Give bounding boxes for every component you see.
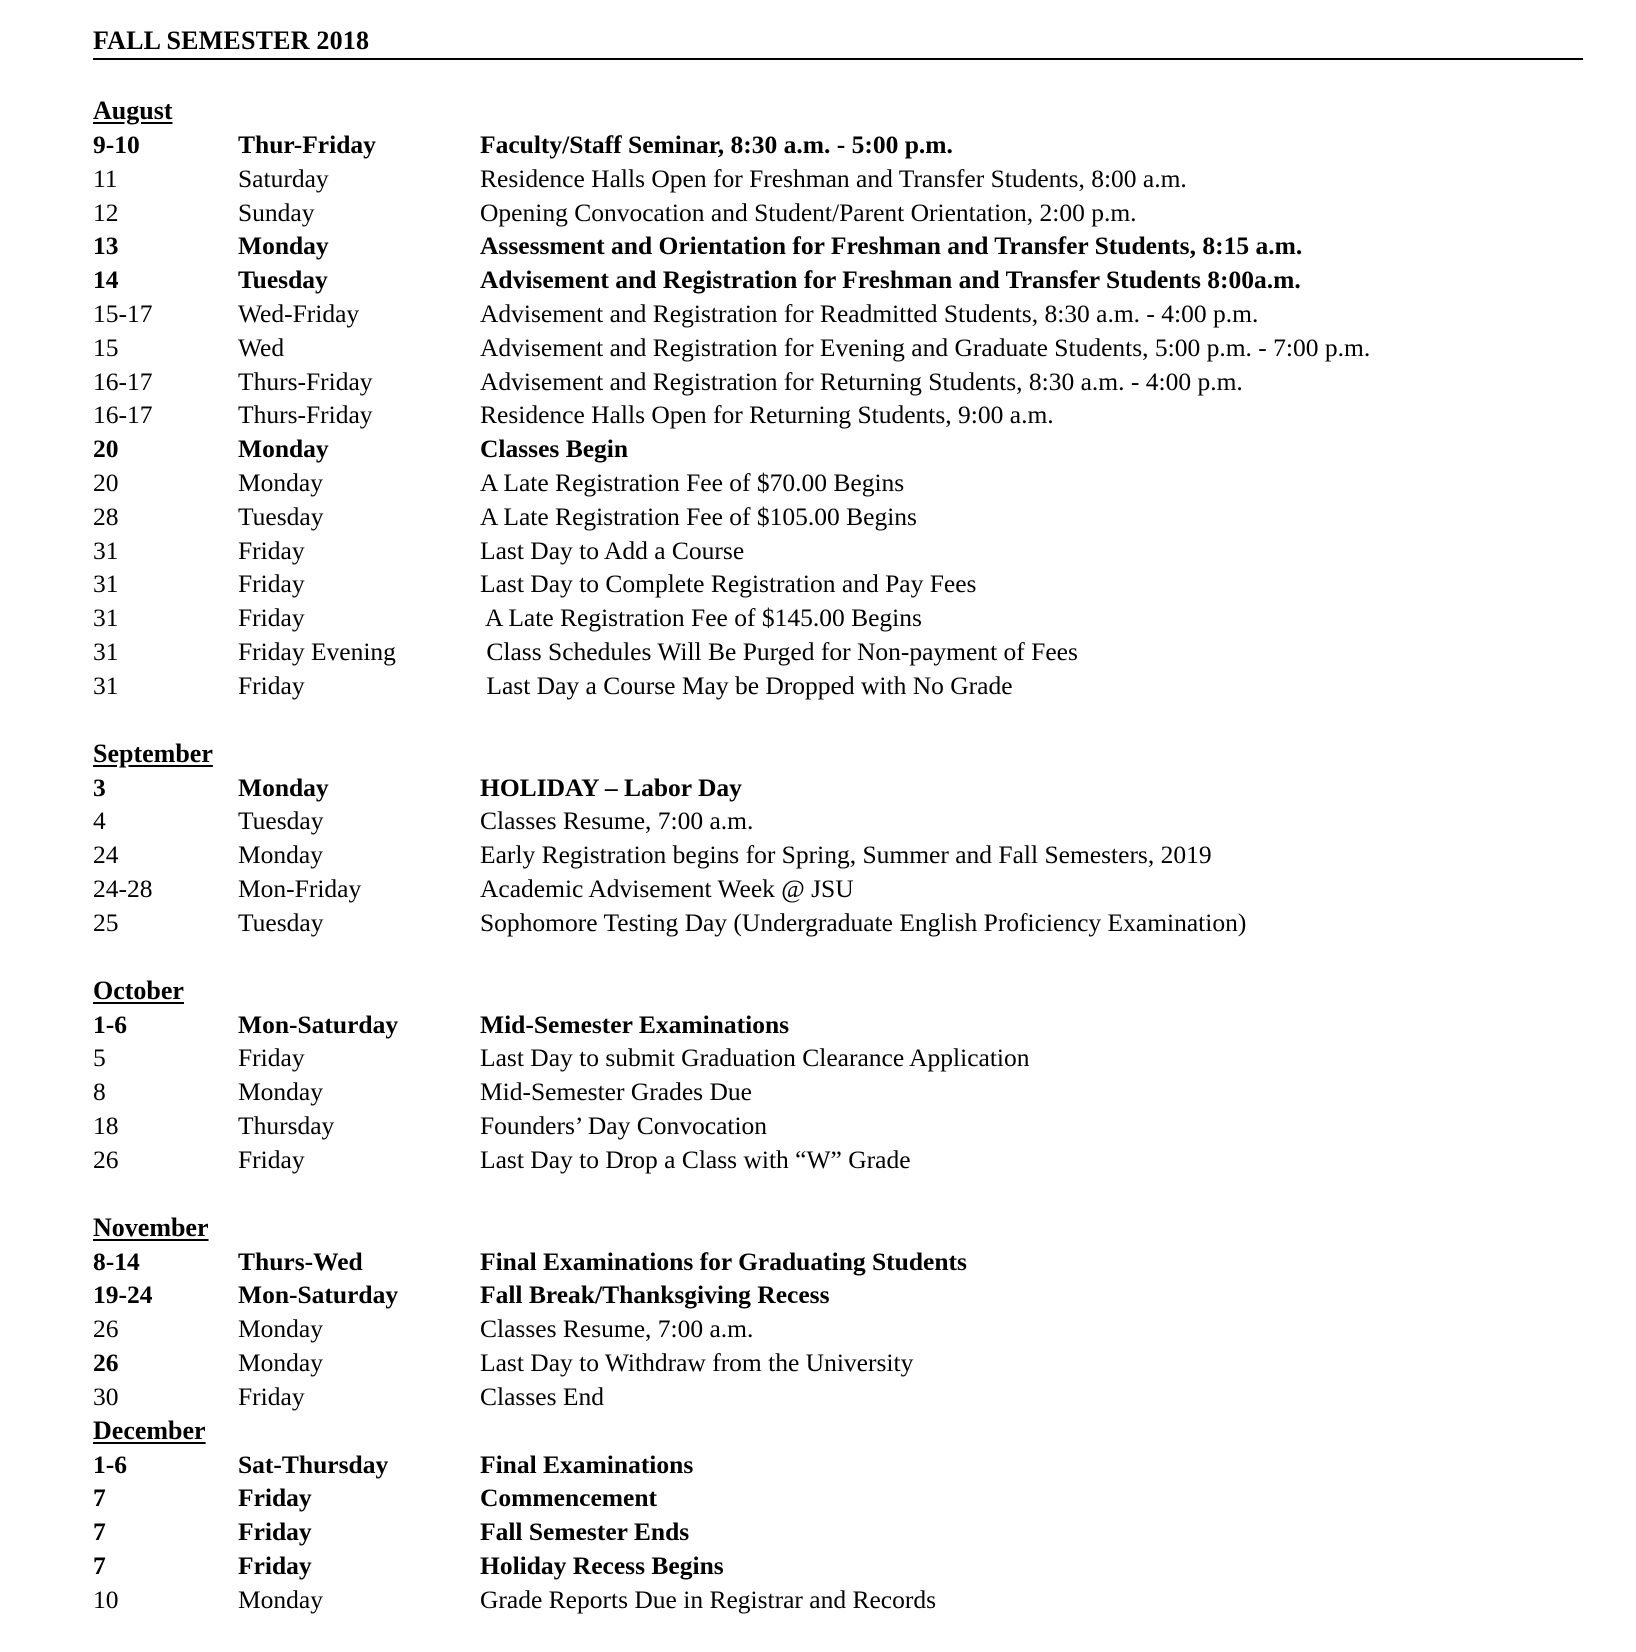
- event-day: Wed-Friday: [238, 298, 360, 328]
- event-description: Mid-Semester Examinations: [480, 1009, 790, 1039]
- calendar-row: [93, 1075, 1583, 1109]
- calendar-row: [93, 601, 1583, 635]
- calendar-row: [93, 1109, 1583, 1143]
- month-heading: August: [93, 96, 173, 125]
- calendar-row: [93, 432, 1583, 466]
- calendar-row: [93, 128, 1583, 162]
- event-date: 20: [93, 467, 119, 497]
- event-day: Wed: [238, 332, 285, 362]
- calendar-row: [93, 906, 1583, 940]
- calendar-row: [93, 297, 1583, 331]
- event-date: 10: [93, 1584, 119, 1614]
- event-date: 15: [93, 332, 119, 362]
- event-day: Friday: [238, 1483, 312, 1513]
- event-day: Friday: [238, 535, 305, 565]
- event-day: Monday: [238, 1347, 323, 1377]
- event-day: Thursday: [238, 1110, 335, 1140]
- calendar-row: [93, 1143, 1583, 1177]
- event-description: Last Day to Add a Course: [480, 535, 745, 565]
- event-date: 16-17: [93, 366, 153, 396]
- event-day: Thur-Friday: [238, 130, 376, 159]
- event-date: 31: [93, 670, 119, 700]
- event-description: A Late Registration Fee of $105.00 Begins: [480, 501, 917, 531]
- event-day: Monday: [238, 1314, 323, 1344]
- month-heading: September: [93, 738, 213, 768]
- event-date: 7: [93, 1517, 106, 1547]
- event-date: 24: [93, 840, 119, 870]
- month-section-october: [93, 940, 1583, 1177]
- event-date: 31: [93, 569, 119, 599]
- event-day: Mon-Saturday: [238, 1280, 399, 1310]
- event-date: 1-6: [93, 1009, 127, 1039]
- event-day: Tuesday: [238, 907, 324, 937]
- event-day: Friday: [238, 569, 305, 599]
- event-description: A Late Registration Fee of $145.00 Begins: [480, 603, 922, 633]
- calendar-row: [93, 1041, 1583, 1075]
- page-title: FALL SEMESTER 2018: [93, 26, 370, 55]
- event-description: Classes Begin: [480, 434, 629, 464]
- event-date: 9-10: [93, 130, 140, 159]
- event-date: 16-17: [93, 400, 153, 430]
- event-day: Friday: [238, 1381, 305, 1411]
- calendar-row: [93, 500, 1583, 534]
- month-section-august: [93, 60, 1583, 703]
- event-day: Sunday: [238, 197, 315, 227]
- event-description: Mid-Semester Grades Due: [480, 1077, 752, 1107]
- event-description: Early Registration begins for Spring, Summer and Fall Semesters, 2019: [480, 840, 1212, 870]
- calendar-row: [93, 1312, 1583, 1346]
- event-date: 11: [93, 163, 118, 193]
- calendar-page: [93, 24, 1583, 1616]
- event-date: 1-6: [93, 1449, 127, 1479]
- calendar-row: [93, 196, 1583, 230]
- event-description: Commencement: [480, 1483, 658, 1513]
- event-day: Monday: [238, 1077, 323, 1107]
- event-description: Fall Semester Ends: [480, 1517, 690, 1547]
- event-description: Faculty/Staff Seminar, 8:30 a.m. - 5:00 p.m.: [480, 130, 953, 159]
- event-day: Tuesday: [238, 265, 328, 295]
- calendar-row: [93, 1481, 1583, 1515]
- month-section-december: [93, 1414, 1583, 1617]
- event-day: Monday: [238, 1584, 323, 1614]
- event-day: Sat-Thursday: [238, 1449, 389, 1479]
- event-description: Class Schedules Will Be Purged for Non-payment of Fees: [480, 636, 1078, 666]
- calendar-row: [93, 1515, 1583, 1549]
- event-day: Monday: [238, 231, 329, 261]
- calendar-row: [93, 1278, 1583, 1312]
- event-day: Thurs-Friday: [238, 400, 373, 430]
- section-spacer: [93, 60, 1583, 94]
- calendar-row: [93, 1008, 1583, 1042]
- event-date: 19-24: [93, 1280, 153, 1310]
- event-date: 20: [93, 434, 119, 464]
- event-description: Fall Break/Thanksgiving Recess: [480, 1280, 830, 1310]
- event-day: Friday Evening: [238, 636, 396, 666]
- calendar-row: [93, 534, 1583, 568]
- calendar-row: [93, 669, 1583, 703]
- event-day: Monday: [238, 434, 329, 464]
- event-description: Sophomore Testing Day (Undergraduate English Proficiency Examination): [480, 907, 1247, 937]
- event-date: 31: [93, 603, 119, 633]
- event-description: Final Examinations: [480, 1449, 694, 1479]
- event-description: Classes Resume, 7:00 a.m.: [480, 806, 754, 836]
- section-spacer: [93, 703, 1583, 737]
- event-description: Last Day to Withdraw from the University: [480, 1347, 914, 1377]
- calendar-row: [93, 331, 1583, 365]
- event-description: Founders’ Day Convocation: [480, 1110, 768, 1140]
- event-description: HOLIDAY – Labor Day: [480, 772, 742, 802]
- section-spacer: [93, 1177, 1583, 1211]
- month-heading: October: [93, 975, 184, 1005]
- event-date: 15-17: [93, 298, 153, 328]
- event-description: Last Day to Complete Registration and Pay Fees: [480, 569, 977, 599]
- event-day: Friday: [238, 1517, 312, 1547]
- event-date: 26: [93, 1314, 119, 1344]
- calendar-row: [93, 635, 1583, 669]
- calendar-row: [93, 1245, 1583, 1279]
- event-description: Assessment and Orientation for Freshman and Transfer Students, 8:15 a.m.: [480, 231, 1303, 261]
- calendar-row: [93, 872, 1583, 906]
- event-date: 8-14: [93, 1246, 140, 1276]
- event-day: Friday: [238, 1550, 312, 1580]
- event-day: Tuesday: [238, 806, 324, 836]
- calendar-row: [93, 838, 1583, 872]
- event-day: Monday: [238, 772, 329, 802]
- event-day: Thurs-Wed: [238, 1246, 363, 1276]
- calendar-row: [93, 804, 1583, 838]
- event-date: 30: [93, 1381, 119, 1411]
- month-section-november: [93, 1177, 1583, 1414]
- event-date: 25: [93, 907, 119, 937]
- event-date: 5: [93, 1043, 106, 1073]
- calendar-row: [93, 567, 1583, 601]
- event-date: 14: [93, 265, 119, 295]
- event-day: Mon-Friday: [238, 873, 362, 903]
- event-date: 12: [93, 197, 119, 227]
- event-day: Tuesday: [238, 501, 324, 531]
- event-day: Friday: [238, 1144, 305, 1174]
- event-date: 31: [93, 535, 119, 565]
- event-date: 4: [93, 806, 106, 836]
- months-container: [93, 60, 1583, 1616]
- calendar-row: [93, 1380, 1583, 1414]
- event-description: Advisement and Registration for Evening and Graduate Students, 5:00 p.m. - 7:00 p.m.: [480, 332, 1371, 362]
- calendar-row: [93, 1448, 1583, 1482]
- event-description: A Late Registration Fee of $70.00 Begins: [480, 467, 905, 497]
- calendar-row: [93, 365, 1583, 399]
- calendar-row: [93, 466, 1583, 500]
- calendar-row: [93, 162, 1583, 196]
- calendar-row: [93, 229, 1583, 263]
- event-day: Saturday: [238, 163, 329, 193]
- event-day: Friday: [238, 603, 305, 633]
- event-day: Monday: [238, 840, 323, 870]
- event-description: Classes End: [480, 1381, 604, 1411]
- event-day: Thurs-Friday: [238, 366, 373, 396]
- month-heading: November: [93, 1212, 209, 1242]
- event-day: Monday: [238, 467, 323, 497]
- event-description: Last Day to Drop a Class with “W” Grade: [480, 1144, 911, 1174]
- event-day: Friday: [238, 670, 305, 700]
- month-heading: December: [93, 1415, 206, 1445]
- event-date: 26: [93, 1144, 119, 1174]
- event-day: Friday: [238, 1043, 305, 1073]
- event-date: 28: [93, 501, 119, 531]
- event-description: Holiday Recess Begins: [480, 1550, 724, 1580]
- event-date: 31: [93, 636, 119, 666]
- event-description: Academic Advisement Week @ JSU: [480, 873, 854, 903]
- calendar-row: [93, 771, 1583, 805]
- event-description: Last Day a Course May be Dropped with No Grade: [480, 670, 1013, 700]
- month-section-september: [93, 703, 1583, 940]
- event-date: 7: [93, 1550, 106, 1580]
- calendar-row: [93, 1346, 1583, 1380]
- event-date: 26: [93, 1347, 119, 1377]
- event-description: Last Day to submit Graduation Clearance Application: [480, 1043, 1030, 1073]
- event-date: 24-28: [93, 873, 153, 903]
- event-description: Residence Halls Open for Returning Students, 9:00 a.m.: [480, 400, 1054, 430]
- event-description: Final Examinations for Graduating Students: [480, 1246, 967, 1276]
- calendar-row: [93, 1583, 1583, 1617]
- calendar-row: [93, 1549, 1583, 1583]
- event-description: Advisement and Registration for Returning Students, 8:30 a.m. - 4:00 p.m.: [480, 366, 1243, 396]
- calendar-row: [93, 398, 1583, 432]
- event-description: Opening Convocation and Student/Parent Orientation, 2:00 p.m.: [480, 197, 1137, 227]
- event-description: Classes Resume, 7:00 a.m.: [480, 1314, 754, 1344]
- event-description: Residence Halls Open for Freshman and Transfer Students, 8:00 a.m.: [480, 163, 1187, 193]
- section-spacer: [93, 940, 1583, 974]
- event-date: 3: [93, 772, 106, 802]
- event-date: 8: [93, 1077, 106, 1107]
- event-day: Mon-Saturday: [238, 1009, 399, 1039]
- event-description: Advisement and Registration for Freshman and Transfer Students 8:00a.m.: [480, 265, 1301, 295]
- event-description: Advisement and Registration for Readmitted Students, 8:30 a.m. - 4:00 p.m.: [480, 298, 1259, 328]
- event-date: 18: [93, 1110, 119, 1140]
- event-description: Grade Reports Due in Registrar and Records: [480, 1584, 937, 1614]
- calendar-row: [93, 263, 1583, 297]
- event-date: 7: [93, 1483, 106, 1513]
- event-date: 13: [93, 231, 119, 261]
